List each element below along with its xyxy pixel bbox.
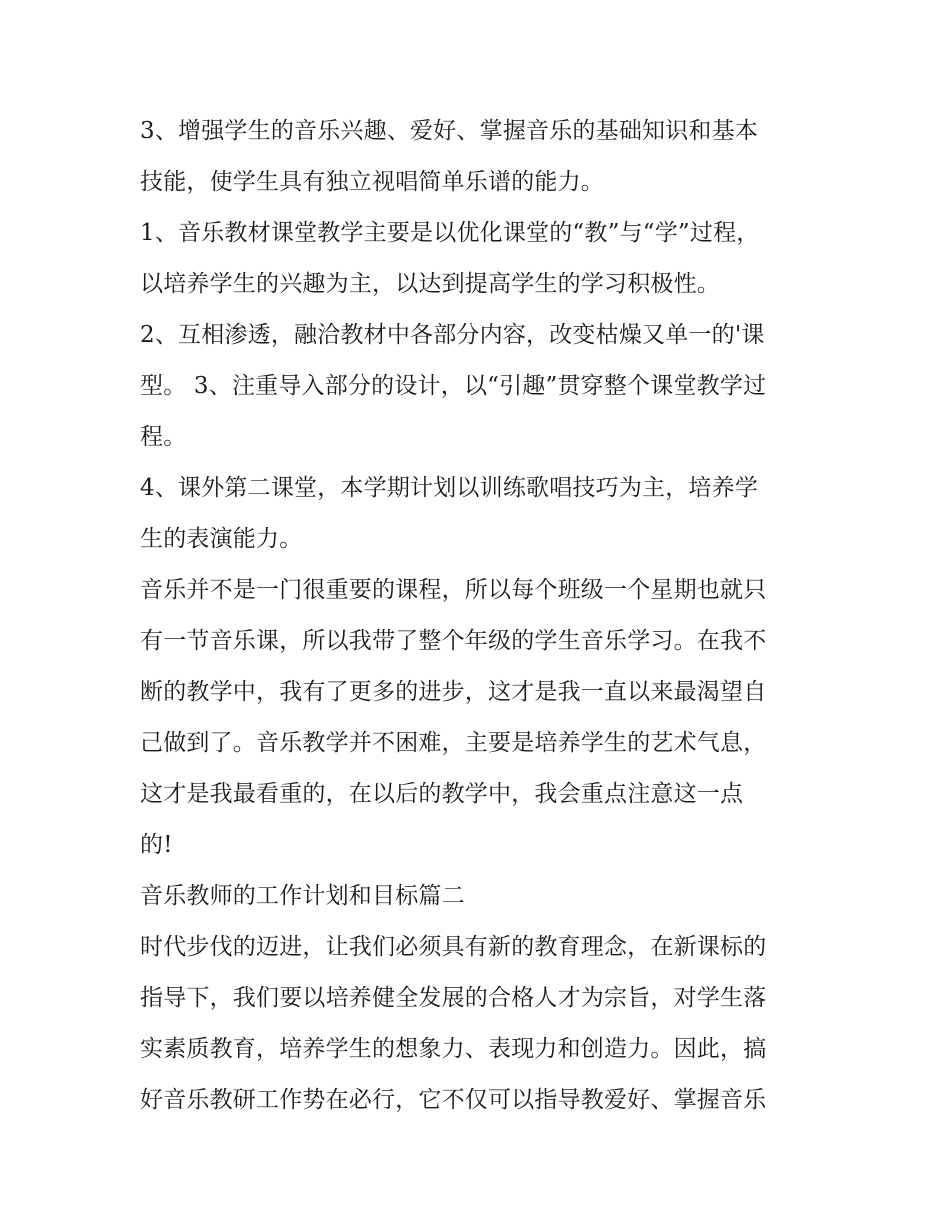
text-line: 技能，使学生具有独立视唱简单乐谱的能力。 <box>140 169 604 195</box>
text-line: 断的教学中，我有了更多的进步，这才是我一直以来最渴望自 <box>140 679 767 705</box>
text-line: 指导下，我们要以培养健全发展的合格人才为宗旨，对学生落 <box>140 985 767 1011</box>
text-line: 2、互相渗透，融洽教材中各部分内容，改变枯燥又单一的'课 <box>140 322 765 348</box>
text-line: 己做到了。音乐教学并不困难，主要是培养学生的艺术气息， <box>140 730 767 756</box>
text-line: 以培养学生的兴趣为主，以达到提高学生的学习积极性。 <box>140 271 720 297</box>
text-line: 型。 3、注重导入部分的设计，以“引趣”贯穿整个课堂教学过 <box>140 373 767 399</box>
text-line: 4、课外第二课堂，本学期计划以训练歌唱技巧为主，培养学 <box>140 475 759 501</box>
section-heading: 音乐教师的工作计划和目标篇二 <box>140 883 465 909</box>
text-line: 有一节音乐课，所以我带了整个年级的学生音乐学习。在我不 <box>140 628 767 654</box>
text-line: 时代步伐的迈进，让我们必须具有新的教育理念，在新课标的 <box>140 934 767 960</box>
text-line: 音乐并不是一门很重要的课程，所以每个班级一个星期也就只 <box>140 577 767 603</box>
document-body <box>140 106 820 1126</box>
text-line: 实素质教育，培养学生的想象力、表现力和创造力。因此，搞 <box>140 1036 767 1062</box>
text-line: 程。 <box>140 424 187 450</box>
text-line: 3、增强学生的音乐兴趣、爱好、掌握音乐的基础知识和基本 <box>140 118 759 144</box>
text-line: 好音乐教研工作势在必行，它不仅可以指导教爱好、掌握音乐 <box>140 1087 767 1113</box>
text-line: 的! <box>140 832 173 858</box>
text-line: 这才是我最看重的，在以后的教学中，我会重点注意这一点 <box>140 781 744 807</box>
text-line: 1、音乐教材课堂教学主要是以优化课堂的“教”与“学”过程， <box>140 220 760 246</box>
text-line: 生的表演能力。 <box>140 526 303 552</box>
